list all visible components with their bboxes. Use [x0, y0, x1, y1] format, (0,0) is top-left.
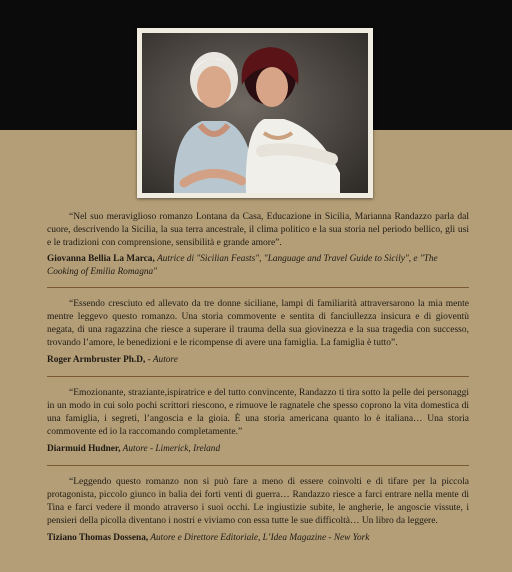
review-3: [47, 387, 469, 456]
review-quote: “Leggendo questo romanzo non si può fare a meno di essere coinvolti e di tifare per la piccola protagonista, piccolo giunco in balia dei forti venti di guerra… Randazzo riesce a farci entrare nella mente di Tina e farci vedere il mondo atraverso i suoi occhi. Le ingiustizie subite, le angherie, le angoscie vissute, i pensieri della picolla diventano i nostri e viviamo con essa tutte le sue difficoltà… Un libro da leggere.: [47, 476, 469, 526]
author-photo-frame: [137, 28, 373, 198]
review-attribution: [47, 253, 469, 278]
reviewer-role: Autore - Limerick, Ireland: [120, 444, 221, 455]
review-attribution: [47, 443, 469, 456]
separator-line: [47, 465, 469, 466]
review-attribution: [47, 354, 469, 367]
reviewer-role: - Autore: [145, 355, 178, 366]
review-attribution: [47, 532, 469, 545]
review-1: [47, 211, 469, 278]
review-quote: “Emozionante, straziante,ispiratrice e del tutto convincente, Randazzo ti tira sotto la pelle dei personaggi in un modo in cui solo pochi scrittori riescono, e rimuove le ragnatele che spesso coprono la vita domestica di una famiglia, i segreti, l’angoscia e la gioia. È una storia americana quanto lo è italiana… Una storia commovente ed io la raccomando completamente.”: [47, 388, 469, 438]
reviewer-name: Giovanna Bellia La Marca,: [47, 254, 155, 264]
review-quote: “Essendo cresciuto ed allevato da tre donne siciliane, lampi di familiarità attraversarono la mia mente mentre leggevo questo romanzo. Una storia commovente e sentita di fanciullezza insicura e di gioventù negata, di una ragazzina che riesce a superare il trauma della sua giovinezza e la sua tragedia con successo, trovando l’amore, le benedizioni e le ricompense di avere una famiglia. La famiglia è tutto”.: [47, 299, 469, 349]
author-photo: [142, 33, 368, 193]
reviewer-name: Roger Armbruster Ph.D,: [47, 355, 146, 366]
author-photo-illustration: [142, 33, 368, 193]
review-quote: “Nel suo meraviglioso romanzo Lontana da Casa, Educazione in Sicilia, Marianna Randazzo parla dal cuore, descrivendo la Sicilia, la sua terra ancestrale, il clima politico e la sua storia nel periodo bellico, gli usi e le tradizioni con comprensione, sensibilità e grande amore”.: [47, 212, 469, 248]
reviews-section: [47, 211, 469, 545]
review-4: [47, 476, 469, 545]
separator-line: [47, 287, 469, 288]
separator-line: [47, 376, 469, 377]
reviewer-role: Autore e Direttore Editoriale, L’Idea Magazine - New York: [148, 532, 370, 543]
reviewer-name: Diarmuid Hudner,: [47, 444, 121, 455]
reviewer-name: Tiziano Thomas Dossena,: [47, 532, 149, 543]
review-2: [47, 298, 469, 367]
reviewer-role: Autrice di "Sicilian Feasts", "Language and Travel Guide to Sicily", e "The Cooking of Emilia Romagna": [47, 254, 438, 277]
